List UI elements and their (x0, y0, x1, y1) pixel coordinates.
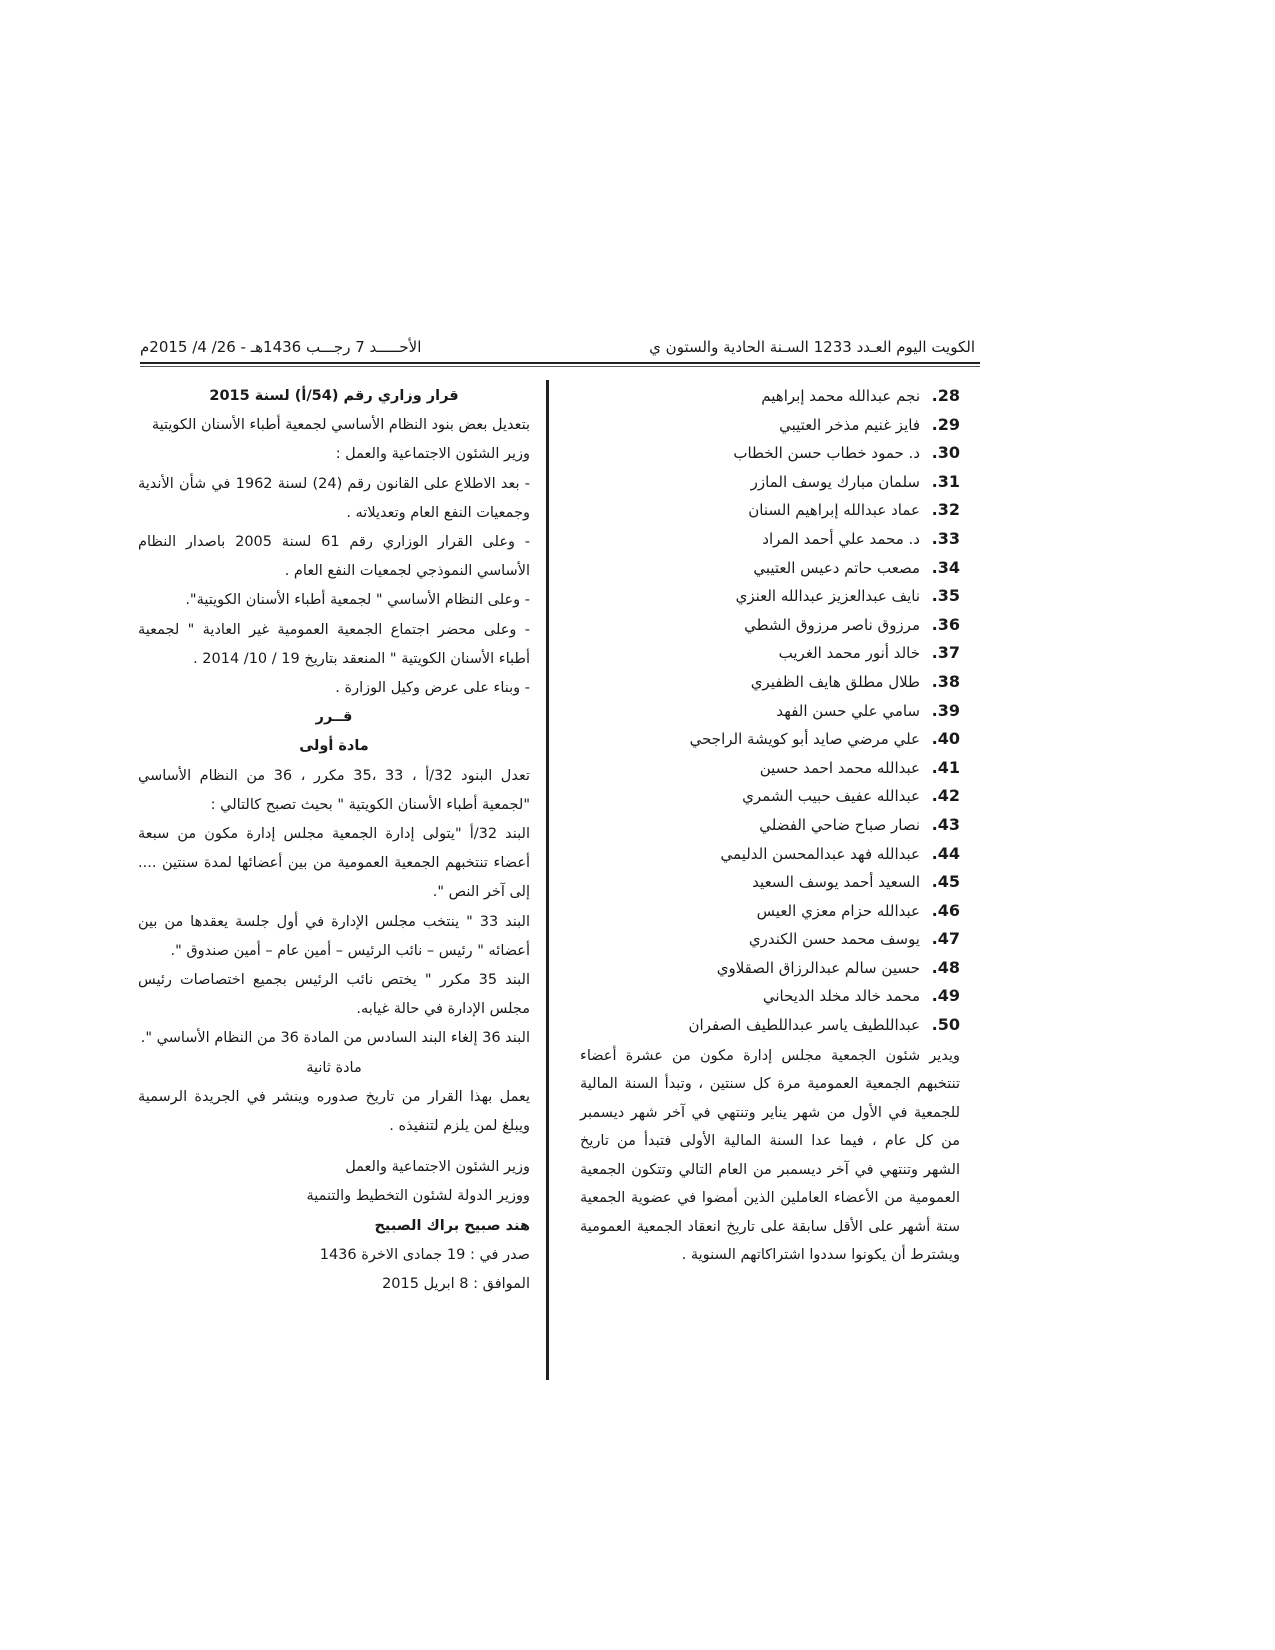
member-number: 36. (931, 614, 960, 634)
member-item (580, 897, 960, 926)
member-number: 28. (931, 386, 960, 405)
left-column (138, 382, 530, 1299)
member-number: 50. (931, 1015, 960, 1035)
member-name: مرزوق ناصر مرزوق الشطي (744, 615, 920, 634)
member-name: عبدالله فهد عبدالمحسن الدليمي (720, 844, 920, 863)
member-number: 31. (931, 471, 960, 491)
article1-title: مادة أولى (299, 738, 369, 755)
member-number: 45. (931, 872, 960, 892)
member-number: 37. (931, 643, 960, 663)
member-item (580, 554, 960, 583)
preamble-item: - وبناء على عرض وكيل الوزارة . (335, 680, 530, 697)
preamble-item: - وعلى النظام الأساسي " لجمعية أطباء الأسنان الكويتية". (185, 592, 530, 609)
member-name: عبدالله محمد احمد حسين (759, 758, 920, 777)
member-item (580, 840, 960, 869)
issued-date: صدر في : 19 جمادى الاخرة 1436 (319, 1246, 530, 1263)
article2-text: يعمل بهذا القرار من تاريخ صدوره وينشر في الجريدة الرسمية ويبلغ لمن يلزم لتنفيذه . (138, 1088, 530, 1135)
member-item (580, 725, 960, 754)
member-item (580, 697, 960, 726)
member-item (580, 782, 960, 811)
member-item (580, 1011, 960, 1040)
member-number: 44. (931, 843, 960, 863)
member-name: سلمان مبارك يوسف المازر (750, 472, 920, 491)
member-number: 47. (931, 929, 960, 949)
member-number: 41. (931, 757, 960, 777)
signature-block (138, 1153, 530, 1241)
member-item (580, 496, 960, 525)
member-item (580, 525, 960, 554)
header-rule (140, 362, 980, 364)
member-name: طلال مطلق هايف الظفيري (750, 672, 920, 691)
member-number: 33. (931, 528, 960, 548)
signature-line: وزير الشئون الاجتماعية والعمل (345, 1159, 530, 1176)
member-item (580, 439, 960, 468)
member-name: فايز غنيم مذخر العتيبي (779, 415, 920, 434)
column-divider (546, 380, 549, 1380)
member-number: 35. (931, 586, 960, 606)
member-name: عبدالله حزام معزي العيس (756, 901, 920, 920)
member-number: 49. (931, 986, 960, 1006)
header-issue-info: الكويت اليوم العـدد 1233 السـنة الحادية والستون ي (649, 338, 975, 356)
clause: البند 36 إلغاء البند السادس من المادة 36 من النظام الأساسي ". (140, 1030, 530, 1047)
signatory-name: هند صبيح براك الصبيح (374, 1217, 530, 1234)
member-name: عبداللطيف ياسر عبداللطيف الصفران (688, 1016, 920, 1035)
member-item (580, 668, 960, 697)
member-item (580, 582, 960, 611)
member-item (580, 868, 960, 897)
decided-heading: قــرر (315, 709, 353, 726)
member-name: د. حمود خطاب حسن الخطاب (733, 444, 920, 463)
members-list (580, 382, 960, 1040)
member-item (580, 468, 960, 497)
decree-title: قرار وزاري رقم (54/أ) لسنة 2015 (209, 388, 459, 404)
member-number: 39. (931, 700, 960, 720)
member-name: خالد أنور محمد الغريب (778, 644, 920, 663)
member-name: عبدالله عفيف حبيب الشمري (742, 787, 920, 806)
member-item (580, 639, 960, 668)
member-item (580, 411, 960, 440)
member-item (580, 925, 960, 954)
member-item (580, 811, 960, 840)
member-number: 40. (931, 729, 960, 749)
member-name: محمد خالد مخلد الديحاني (762, 987, 920, 1006)
right-column (580, 382, 960, 1284)
preamble-item: - بعد الاطلاع على القانون رقم (24) لسنة 1962 في شأن الأندية وجمعيات النفع العام وتعديلاته . (138, 475, 530, 521)
member-item (580, 611, 960, 640)
member-name: علي مرضي صايد أبو كويشة الراجحي (689, 730, 920, 749)
member-number: 34. (931, 557, 960, 577)
article1-intro: تعدل البنود 32/أ ، 33 ،35 مكرر ، 36 من النظام الأساسي "لجمعية أطباء الأسنان الكويتية " بحيث تصبح كالتالي : (138, 767, 530, 813)
member-number: 42. (931, 786, 960, 806)
member-name: نصار صباح ضاحي الفضلي (759, 815, 920, 834)
member-number: 46. (931, 900, 960, 920)
member-name: نجم عبدالله محمد إبراهيم (761, 387, 920, 405)
minister-line: وزير الشئون الاجتماعية والعمل : (335, 446, 530, 463)
preamble-item: - وعلى محضر اجتماع الجمعية العمومية غير العادية " لجمعية أطباء الأسنان الكويتية " المنعقد بتاريخ 19 / 10/ 2014 . (138, 621, 530, 667)
page-header (140, 334, 975, 364)
member-name: مصعب حاتم دعيس العتيبي (753, 558, 920, 577)
member-number: 48. (931, 957, 960, 977)
member-item (580, 982, 960, 1011)
member-name: يوسف محمد حسن الكندري (748, 930, 920, 949)
clause: البند 33 " ينتخب مجلس الإدارة في أول جلسة يعقدها من بين أعضائه " رئيس – نائب الرئيس – أمين عام – أمين صندوق ". (138, 913, 531, 959)
member-number: 38. (931, 671, 960, 691)
member-number: 29. (931, 414, 960, 434)
member-name: عماد عبدالله إبراهيم السنان (748, 501, 920, 520)
member-name: السعيد أحمد يوسف السعيد (752, 873, 920, 892)
member-name: حسين سالم عبدالرزاق الصقلاوي (716, 958, 920, 977)
article2-title: مادة ثانية (306, 1059, 362, 1076)
decree-subtitle: بتعديل بعض بنود النظام الأساسي لجمعية أطباء الأسنان الكويتية (151, 417, 530, 434)
member-item (580, 754, 960, 783)
header-date: الأحـــــد 7 رجـــب 1436هـ - 26/ 4/ 2015م (140, 338, 422, 356)
member-number: 32. (931, 500, 960, 520)
member-name: نايف عبدالعزيز عبدالله العنزي (735, 587, 920, 606)
signature-line: ووزير الدولة لشئون التخطيط والتنمية (306, 1188, 530, 1205)
member-name: د. محمد علي أحمد المراد (762, 529, 920, 548)
corresponding-date: الموافق : 8 ابريل 2015 (382, 1276, 530, 1293)
clause: البند 32/أ "يتولى إدارة الجمعية مجلس إدارة مكون من سبعة أعضاء تنتخبهم الجمعية العمومية من بين أعضائها لمدة سنتين .... إلى آخر النص ". (138, 826, 530, 901)
member-number: 30. (931, 443, 960, 463)
member-item (580, 382, 960, 411)
member-item (580, 954, 960, 983)
header-rule-thin (140, 366, 980, 367)
closing-paragraph: ويدير شئون الجمعية مجلس إدارة مكون من عشرة أعضاء تنتخبهم الجمعية العمومية مرة كل سنتين ، وتبدأ السنة المالية للجمعية في الأول من شهر يناير وتنتهي في آخر شهر ديسمبر من كل عام ، فيما عدا السنة المالية الأولى فتبدأ من تاريخ الشهر وتنتهي في آخر ديسمبر من العام التالي وتتكون الجمعية العمومية من الأعضاء العاملين الذين أمضوا في عضوية الجمعية ستة أشهر على الأقل سابقة على تاريخ انعقاد الجمعية العمومية ويشترط أن يكونوا سددوا اشتراكاتهم السنوية . (580, 1047, 960, 1264)
preamble-item: - وعلى القرار الوزاري رقم 61 لسنة 2005 باصدار النظام الأساسي النموذجي لجمعيات النفع العام . (138, 534, 530, 580)
member-name: سامي علي حسن الفهد (776, 701, 920, 720)
member-number: 43. (931, 814, 960, 834)
clause: البند 35 مكرر " يختص نائب الرئيس بجميع اختصاصات رئيس مجلس الإدارة في حالة غيابه. (138, 972, 531, 1018)
